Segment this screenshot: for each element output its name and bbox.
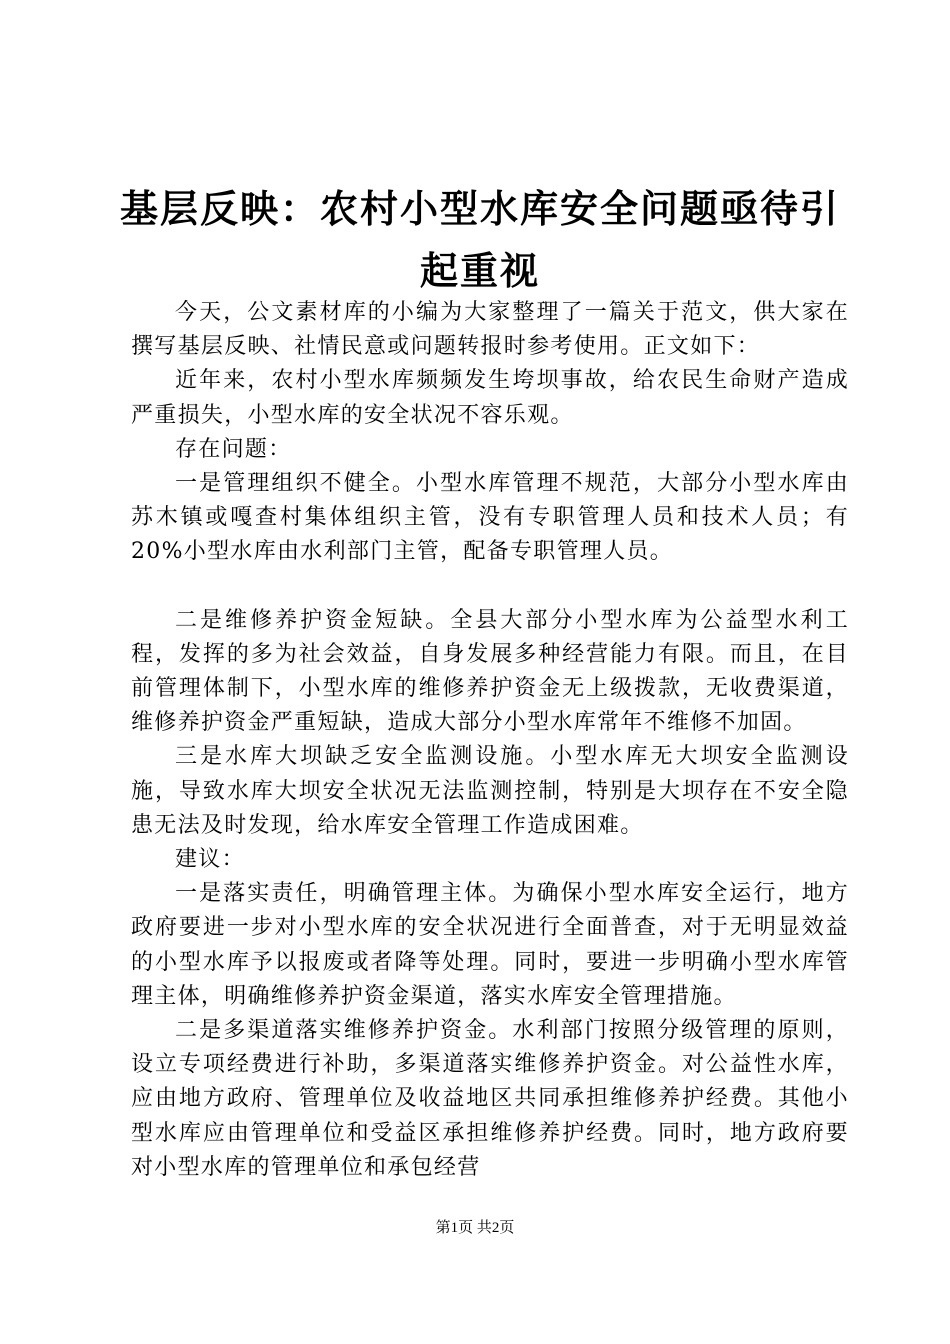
document-title: 基层反映：农村小型水库安全问题亟待引起重视 <box>119 186 840 293</box>
paragraph-problem-2: 二是维修养护资金短缺。全县大部分小型水库为公益型水利工程，发挥的多为社会效益，自身发展多种经营能力有限。而且，在目前管理体制下，小型水库的维修养护资金无上级拨款，无收费渠道，维修养护资金严重短缺，造成大部分小型水库常年不维修不加固。 <box>131 607 849 736</box>
section-heading-suggestions: 建议： <box>175 847 245 873</box>
paragraph-suggestion-2: 二是多渠道落实维修养护资金。水利部门按照分级管理的原则，设立专项经费进行补助，多渠道落实维修养护资金。对公益性水库，应由地方政府、管理单位及收益地区共同承担维修养护经费。其他小型水库应由管理单位和受益区承担维修养护经费。同时，地方政府要对小型水库的管理单位和承包经营 <box>131 1018 849 1180</box>
section-heading-problems: 存在问题： <box>175 436 292 462</box>
paragraph-problem-3: 三是水库大坝缺乏安全监测设施。小型水库无大坝安全监测设施，导致水库大坝安全状况无法监测控制，特别是大坝存在不安全隐患无法及时发现，给水库安全管理工作造成困难。 <box>131 744 849 838</box>
page-footer: 第1页 共2页 <box>435 1220 515 1236</box>
paragraph-problem-1: 一是管理组织不健全。小型水库管理不规范，大部分小型水库由苏木镇或嘎查村集体组织主管，没有专职管理人员和技术人员；有20%小型水库由水利部门主管，配备专职管理人员。 <box>131 471 849 565</box>
document-body <box>131 296 849 1185</box>
paragraph-intro: 今天，公文素材库的小编为大家整理了一篇关于范文，供大家在撰写基层反映、社情民意或问题转报时参考使用。正文如下： <box>131 300 849 360</box>
paragraph-suggestion-1: 一是落实责任，明确管理主体。为确保小型水库安全运行，地方政府要进一步对小型水库的安全状况进行全面普查，对于无明显效益的小型水库予以报废或者降等处理。同时，要进一步明确小型水库管理主体，明确维修养护资金渠道，落实水库安全管理措施。 <box>131 881 849 1009</box>
paragraph-background: 近年来，农村小型水库频频发生垮坝事故，给农民生命财产造成严重损失，小型水库的安全状况不容乐观。 <box>131 368 849 428</box>
